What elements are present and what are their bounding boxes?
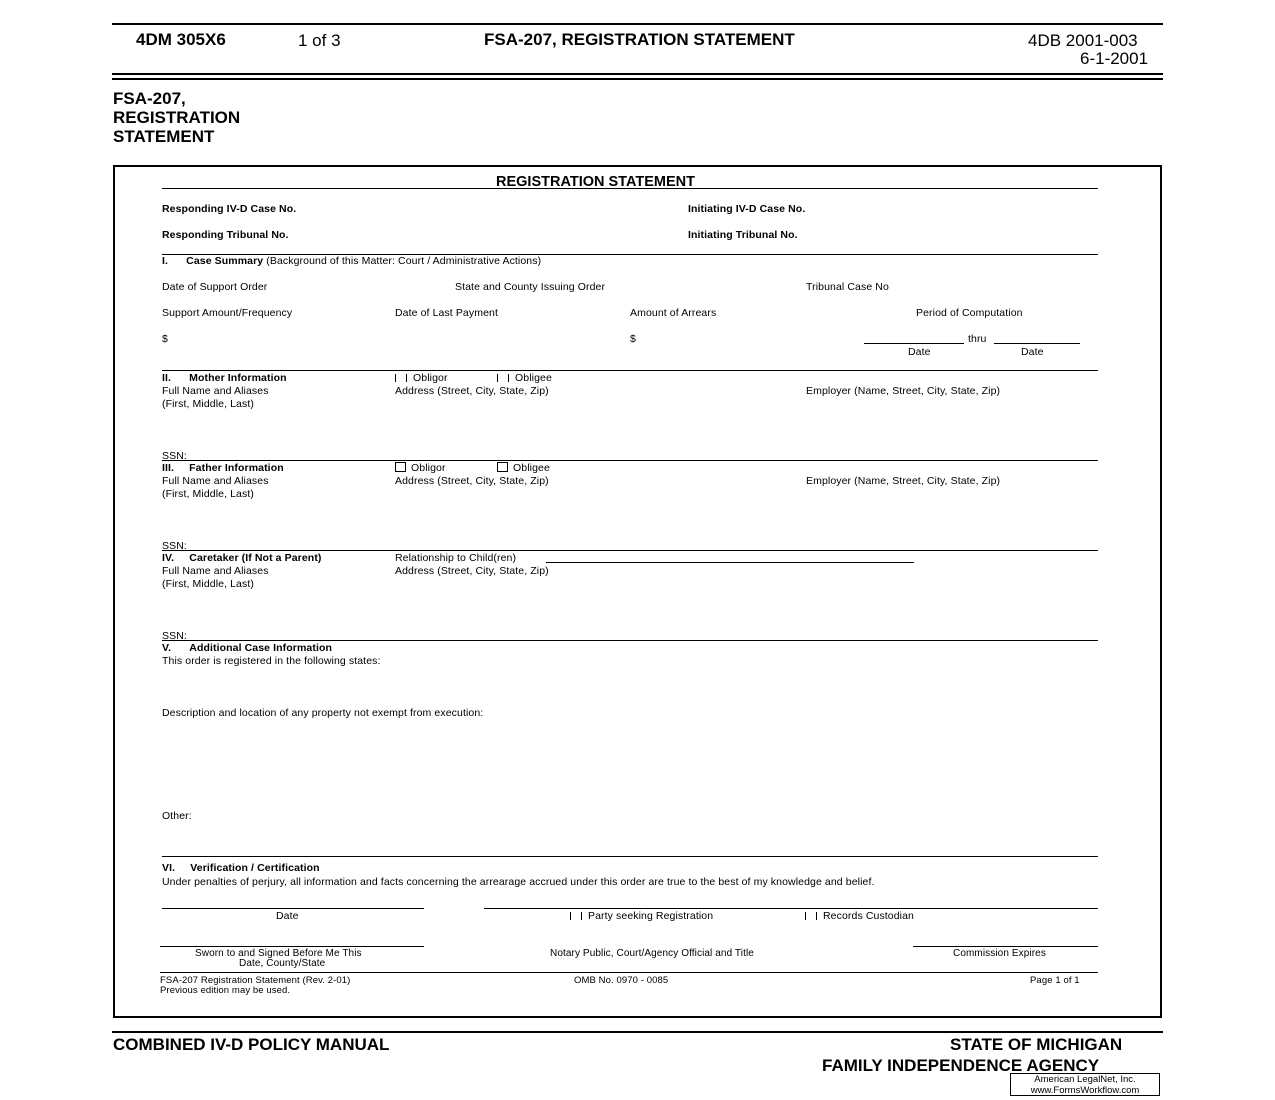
footer-agency: FAMILY INDEPENDENCE AGENCY	[822, 1056, 1100, 1075]
bulletin-date: 6-1-2001	[1080, 49, 1149, 68]
section-2-heading	[162, 372, 287, 384]
notary-caption: Notary Public, Court/Agency Official and Title	[550, 948, 754, 959]
father-employer-label: Employer (Name, Street, City, State, Zip)	[806, 475, 1001, 487]
section-3-title: Father Information	[189, 462, 284, 474]
period-from-date-label: Date	[908, 346, 931, 358]
records-option[interactable]	[805, 910, 914, 922]
previous-edition-note: Previous edition may be used.	[160, 985, 291, 996]
section-6-num: VI.	[162, 862, 176, 874]
father-name-order-label: (First, Middle, Last)	[162, 488, 254, 500]
section-title-line2: REGISTRATION	[113, 108, 241, 127]
father-obligee-label: Obligee	[513, 462, 550, 474]
section-title-line3: STATEMENT	[113, 127, 215, 146]
period-from-line	[864, 343, 964, 344]
other-label: Other:	[162, 810, 192, 822]
date-caption: Date	[276, 910, 299, 922]
rule-sec5	[162, 640, 1098, 641]
support-dollar-sign: $	[162, 333, 168, 345]
responding-case-label: Responding IV-D Case No.	[162, 203, 297, 215]
section-title-line1: FSA-207,	[113, 89, 186, 108]
header-rule-1	[112, 73, 1163, 75]
manual-code: 4DM 305X6	[136, 30, 226, 49]
period-to-date-label: Date	[1021, 346, 1044, 358]
section-5-title: Additional Case Information	[189, 642, 332, 654]
caretaker-full-name-label: Full Name and Aliases	[162, 565, 269, 577]
period-to-line	[994, 343, 1080, 344]
footer-manual-name: COMBINED IV-D POLICY MANUAL	[113, 1035, 390, 1054]
commission-line[interactable]	[913, 946, 1098, 947]
footer-state: STATE OF MICHIGAN	[950, 1035, 1123, 1054]
rule-sec4	[162, 550, 1098, 551]
father-ssn-label: SSN:	[162, 540, 187, 552]
responding-tribunal-label: Responding Tribunal No.	[162, 229, 289, 241]
logo-line-1: American LegalNet, Inc.	[1034, 1074, 1136, 1085]
party-checkbox[interactable]	[570, 912, 582, 920]
mother-ssn-label: SSN:	[162, 450, 187, 462]
property-label: Description and location of any property not exempt from execution:	[162, 707, 484, 719]
arrears-label: Amount of Arrears	[630, 307, 717, 319]
party-label: Party seeking Registration	[588, 910, 714, 922]
mother-obligee-checkbox[interactable]	[497, 374, 509, 382]
page-title: FSA-207, REGISTRATION STATEMENT	[484, 30, 795, 49]
father-obligee-checkbox[interactable]	[497, 462, 508, 472]
father-full-name-label: Full Name and Aliases	[162, 475, 269, 487]
section-1-heading	[162, 255, 541, 267]
period-label: Period of Computation	[916, 307, 1023, 319]
father-obligor-option[interactable]	[395, 462, 446, 474]
mother-obligor-option[interactable]	[395, 372, 448, 384]
tribunal-case-label: Tribunal Case No	[806, 281, 889, 293]
form-id: FSA-207 Registration Statement (Rev. 2-01)	[160, 975, 351, 986]
records-label: Records Custodian	[823, 910, 914, 922]
rule-sec3	[162, 460, 1098, 461]
header-top-rule	[112, 23, 1163, 25]
section-1-num: I.	[162, 255, 169, 267]
mother-obligor-checkbox[interactable]	[395, 374, 407, 382]
footer-rule	[112, 1031, 1163, 1033]
section-3-num: III.	[162, 462, 175, 474]
section-4-title: Caretaker (If Not a Parent)	[189, 552, 322, 564]
section-1-subtitle: (Background of this Matter: Court / Administrative Actions)	[266, 255, 542, 267]
signature-line[interactable]	[484, 908, 1098, 909]
mother-employer-label: Employer (Name, Street, City, State, Zip)	[806, 385, 1001, 397]
section-title	[113, 89, 240, 146]
logo-line-2: www.FormsWorkflow.com	[1030, 1084, 1140, 1096]
mother-full-name-label: Full Name and Aliases	[162, 385, 269, 397]
relationship-line[interactable]	[546, 562, 914, 563]
form-frame	[113, 165, 1162, 1018]
caretaker-ssn-label: SSN:	[162, 630, 187, 642]
mother-obligee-label: Obligee	[515, 372, 552, 384]
header-rule-2	[112, 78, 1163, 80]
support-amount-label: Support Amount/Frequency	[162, 307, 293, 319]
initiating-case-label: Initiating IV-D Case No.	[688, 203, 806, 215]
section-4-num: IV.	[162, 552, 175, 564]
caretaker-name-order-label: (First, Middle, Last)	[162, 578, 254, 590]
section-5-num: V.	[162, 642, 172, 654]
section-5-heading	[162, 642, 332, 654]
last-payment-label: Date of Last Payment	[395, 307, 498, 319]
sworn-line[interactable]	[160, 946, 424, 947]
state-county-label: State and County Issuing Order	[455, 281, 606, 293]
legalnet-logo	[1010, 1073, 1160, 1096]
rule-sec2	[162, 370, 1098, 371]
sworn-caption-2: Date, County/State	[239, 958, 326, 969]
form-footer-rule	[160, 972, 1098, 973]
form-page-number: Page 1 of 1	[1030, 975, 1080, 986]
father-obligor-label: Obligor	[411, 462, 446, 474]
commission-caption: Commission Expires	[953, 948, 1046, 959]
mother-name-order-label: (First, Middle, Last)	[162, 398, 254, 410]
relationship-label: Relationship to Child(ren)	[395, 552, 517, 564]
records-checkbox[interactable]	[805, 912, 817, 920]
section-6-heading	[162, 862, 320, 874]
initiating-tribunal-label: Initiating Tribunal No.	[688, 229, 798, 241]
father-obligor-checkbox[interactable]	[395, 462, 406, 472]
date-support-order-label: Date of Support Order	[162, 281, 268, 293]
perjury-statement: Under penalties of perjury, all information and facts concerning the arrearage accrued under this order are true to the best of my knowledge and belief.	[162, 876, 875, 888]
section-2-num: II.	[162, 372, 172, 384]
omb-number: OMB No. 0970 - 0085	[574, 975, 669, 986]
section-6-title: Verification / Certification	[190, 862, 320, 874]
father-obligee-option[interactable]	[497, 462, 550, 474]
mother-obligee-option[interactable]	[497, 372, 552, 384]
father-address-label: Address (Street, City, State, Zip)	[395, 475, 549, 487]
sworn-caption: Sworn to and Signed Before Me This	[195, 948, 362, 959]
arrears-dollar-sign: $	[630, 333, 636, 345]
mother-obligor-label: Obligor	[413, 372, 448, 384]
section-2-title: Mother Information	[189, 372, 287, 384]
date-signature-line[interactable]	[162, 908, 424, 909]
section-1-title: Case Summary	[186, 255, 264, 267]
section-4-heading	[162, 552, 322, 564]
mother-address-label: Address (Street, City, State, Zip)	[395, 385, 549, 397]
registered-states-label: This order is registered in the following states:	[162, 655, 381, 667]
rule-sec6	[162, 856, 1098, 857]
section-3-heading	[162, 462, 284, 474]
page-count: 1 of 3	[298, 31, 341, 50]
form-title: REGISTRATION STATEMENT	[496, 174, 695, 190]
bulletin-number: 4DB 2001-003	[1028, 31, 1138, 50]
thru-label: thru	[968, 333, 987, 345]
party-option[interactable]	[570, 910, 713, 922]
caretaker-address-label: Address (Street, City, State, Zip)	[395, 565, 549, 577]
